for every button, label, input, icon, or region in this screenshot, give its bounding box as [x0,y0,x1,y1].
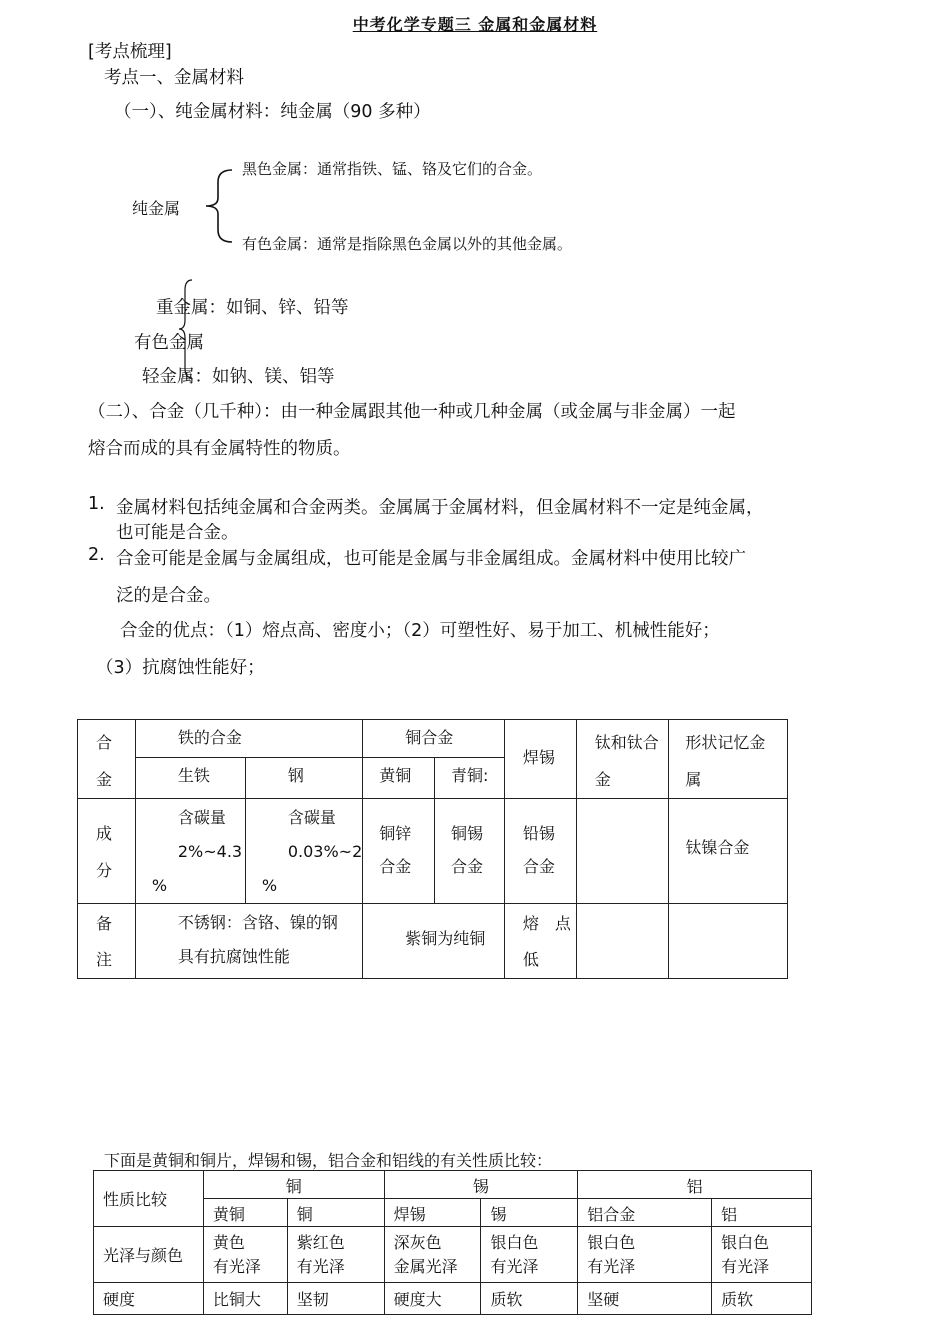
luster-solder: 深灰色 金属光泽 [384,1227,481,1283]
left-brace-icon [198,168,238,244]
group-tin: 锡 [384,1171,578,1199]
list-item-1-line1: 金属材料包括纯金属和合金两类。金属属于金属材料，但金属材料不一定是纯金属， [116,498,764,518]
hardness-tin: 质软 [481,1283,578,1315]
light-metal-text: 轻金属：如钠、镁、铝等 [142,367,335,387]
alloy-table [77,719,788,979]
titanium-composition [576,799,669,904]
table-row-note-label: 备 注 [78,904,136,979]
table-header-alloy: 合 金 [78,720,136,799]
comparison-caption: 下面是黄铜和铜片，焊锡和锡，铝合金和铝线的有关性质比较： [104,1151,553,1170]
hardness-copper: 坚韧 [287,1283,384,1315]
luster-brass: 黄色 有光泽 [203,1227,287,1283]
luster-tin: 银白色 有光泽 [481,1227,578,1283]
solder-note: 熔 点 低 [504,904,576,979]
steel-composition: 含碳量 0.03%~2 % [245,799,362,904]
shape-memory-composition: 钛镍合金 [669,799,788,904]
table-header-bronze: 青铜: [435,758,505,799]
colored-metal-label: 有色金属 [134,333,204,353]
luster-label: 光泽与颜色 [94,1227,204,1283]
pig-iron-composition: 含碳量 2%~4.3 % [135,799,245,904]
table-header-copper: 铜合金 [363,720,505,758]
heavy-metal-text: 重金属：如铜、锌、铅等 [156,298,349,318]
sub-solder: 焊锡 [384,1199,481,1227]
list-item-number: 2. [88,545,105,565]
alloy-definition-line2: 熔合而成的具有金属特性的物质。 [88,439,351,459]
group-aluminum: 铝 [578,1171,812,1199]
sub-al-alloy: 铝合金 [578,1199,712,1227]
list-item-2-line1: 合金可能是金属与金属组成，也可能是金属与非金属组成。金属材料中使用比较广 [116,549,746,569]
table-header-pig-iron: 生铁 [135,758,245,799]
hardness-brass: 比铜大 [203,1283,287,1315]
bronze-composition: 铜锡 合金 [435,799,505,904]
black-metal-text: 黑色金属：通常指铁、锰、铬及它们的合金。 [242,160,543,178]
luster-copper: 紫红色 有光泽 [287,1227,384,1283]
page-title: 中考化学专题三 金属和金属材料 [352,15,598,34]
sub-aluminum: 铝 [712,1199,812,1227]
table-header-titanium: 钛和钛合 金 [576,720,669,799]
pure-metal-heading: （一）、纯金属材料：纯金属（90 多种） [114,102,431,122]
list-item-2-line2: 泛的是合金。 [116,586,221,606]
table-row-composition-label: 成 分 [78,799,136,904]
iron-note: 不锈钢：含铬、镍的钢 具有抗腐蚀性能 [135,904,362,979]
sub-brass: 黄铜 [203,1199,287,1227]
table-header-steel: 钢 [245,758,362,799]
table-header-brass: 黄铜 [363,758,435,799]
table-header-iron: 铁的合金 [135,720,362,758]
shape-memory-note [669,904,788,979]
table-header-solder: 焊锡 [504,720,576,799]
sub-copper: 铜 [287,1199,384,1227]
property-table [93,1170,812,1315]
list-item-number: 1. [88,494,105,514]
hardness-aluminum: 质软 [712,1283,812,1315]
titanium-note [576,904,669,979]
section-tag: [考点梳理] [88,42,172,62]
sub-tin: 锡 [481,1199,578,1227]
luster-al-alloy: 银白色 有光泽 [578,1227,712,1283]
copper-note: 紫铜为纯铜 [363,904,505,979]
small-brace-icon [176,278,198,380]
hardness-label: 硬度 [94,1283,204,1315]
group-copper: 铜 [203,1171,384,1199]
alloy-advantages-line2: （3）抗腐蚀性能好； [96,658,265,678]
alloy-advantages-line1: 合金的优点：（1）熔点高、密度小；（2）可塑性好、易于加工、机械性能好； [120,621,720,641]
prop-header: 性质比较 [94,1171,204,1227]
luster-aluminum: 银白色 有光泽 [712,1227,812,1283]
solder-composition: 铅锡 合金 [504,799,576,904]
hardness-al-alloy: 坚硬 [578,1283,712,1315]
brass-composition: 铜锌 合金 [363,799,435,904]
point-one-heading: 考点一、金属材料 [104,68,244,88]
pure-metal-label: 纯金属 [132,199,181,218]
alloy-definition-line1: （二）、合金（几千种）：由一种金属跟其他一种或几种金属（或金属与非金属）一起 [88,402,736,422]
colored-metal-text: 有色金属：通常是指除黑色金属以外的其他金属。 [242,235,573,253]
hardness-solder: 硬度大 [384,1283,481,1315]
list-item-1-line2: 也可能是合金。 [116,523,239,543]
table-header-shape-memory: 形状记忆金 属 [669,720,788,799]
